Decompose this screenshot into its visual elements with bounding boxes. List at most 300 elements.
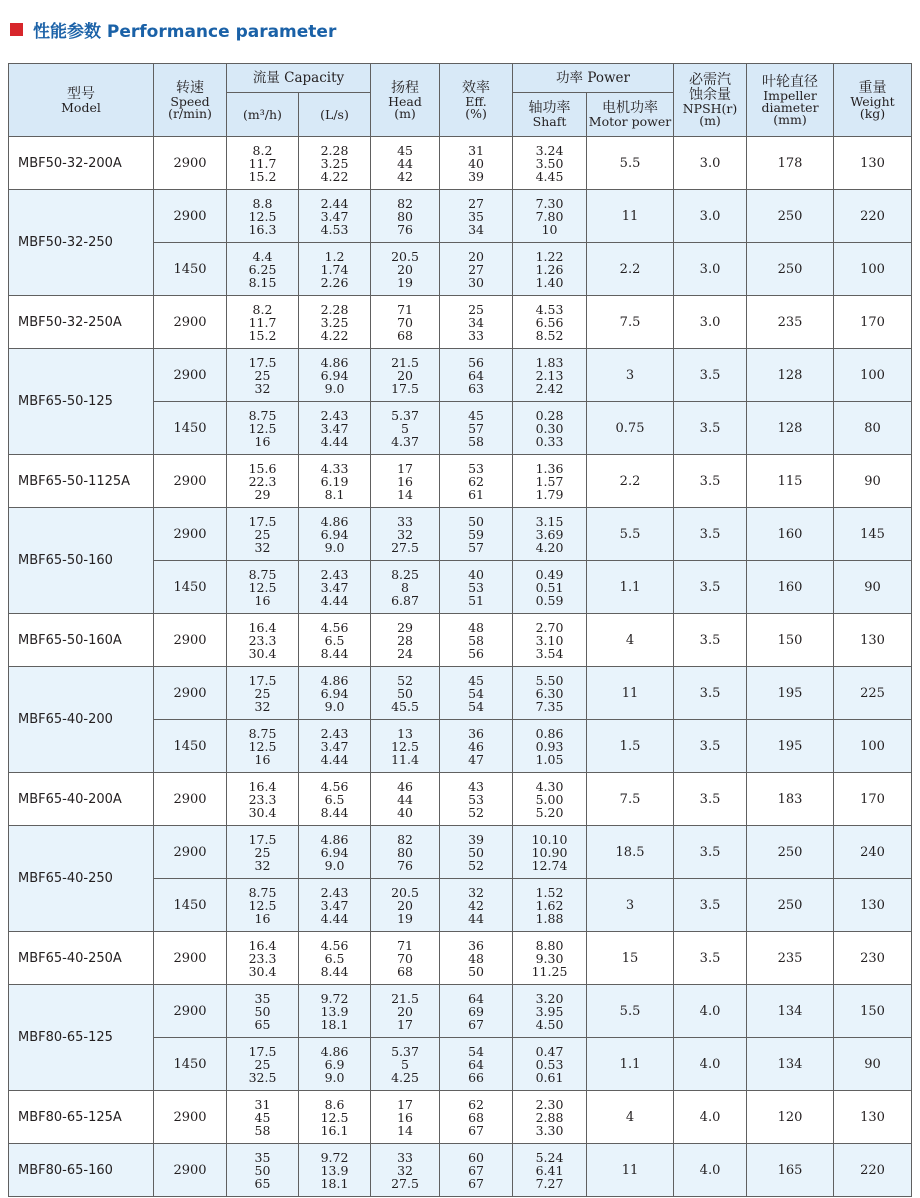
value-line: 50 (468, 514, 484, 529)
npsh-cell: 3.5 (674, 932, 747, 985)
value-line: 52 (468, 805, 484, 820)
header-capacity-ls: (L/s) (299, 93, 371, 137)
value-line: 32 (254, 699, 271, 714)
capacity-m3h-cell (227, 1038, 299, 1091)
head-cell (371, 561, 440, 614)
value-line: 1.74 (320, 262, 349, 277)
speed-cell: 2900 (154, 349, 227, 402)
value-line: 8.6 (324, 1097, 345, 1112)
npsh-cell: 3.5 (674, 773, 747, 826)
motor-power-cell: 4 (587, 614, 674, 667)
value-line: 13.9 (320, 1004, 349, 1019)
speed-cell: 2900 (154, 932, 227, 985)
efficiency-cell (440, 561, 513, 614)
npsh-cell: 3.5 (674, 614, 747, 667)
value-line: 6.19 (320, 474, 349, 489)
table-row (9, 1144, 912, 1197)
capacity-ls-cell (299, 720, 371, 773)
value-line: 4.22 (320, 169, 349, 184)
shaft-power-cell (513, 561, 587, 614)
value-line: 29 (397, 620, 413, 635)
efficiency-cell (440, 773, 513, 826)
capacity-ls-cell (299, 137, 371, 190)
value-line: 40 (468, 567, 484, 582)
value-line: 12.74 (531, 858, 568, 873)
value-line: 53 (468, 792, 484, 807)
table-row (9, 773, 912, 826)
value-line: 67 (468, 1176, 484, 1191)
header-npsh: 必需汽 蚀余量 NPSH(r) (m) (674, 64, 747, 137)
value-line: 16 (397, 474, 413, 489)
speed-cell: 1450 (154, 243, 227, 296)
value-line: 5.50 (535, 673, 564, 688)
motor-power-cell: 3 (587, 879, 674, 932)
capacity-ls-cell (299, 1091, 371, 1144)
value-line: 40 (397, 805, 413, 820)
value-line: 16.4 (248, 620, 277, 635)
value-line: 0.86 (535, 726, 564, 741)
value-line: 66 (468, 1070, 484, 1085)
value-line: 64 (468, 1057, 484, 1072)
value-line: 48 (468, 620, 484, 635)
efficiency-cell (440, 1144, 513, 1197)
value-line: 30.4 (248, 964, 277, 979)
value-line: 8 (401, 580, 409, 595)
value-line: 25 (254, 686, 271, 701)
motor-power-cell: 5.5 (587, 137, 674, 190)
head-cell (371, 296, 440, 349)
speed-cell: 1450 (154, 879, 227, 932)
motor-power-cell: 3 (587, 349, 674, 402)
capacity-ls-cell (299, 243, 371, 296)
value-line: 50 (468, 845, 484, 860)
model-cell: MBF65-50-125 (9, 349, 154, 455)
value-line: 57 (468, 421, 484, 436)
value-line: 9.30 (535, 951, 564, 966)
speed-cell: 1450 (154, 561, 227, 614)
motor-power-cell: 7.5 (587, 296, 674, 349)
value-line: 20 (397, 1004, 413, 1019)
value-line: 82 (397, 832, 413, 847)
value-line: 20 (468, 249, 484, 264)
value-line: 45.5 (391, 699, 419, 714)
value-line: 7.80 (535, 209, 564, 224)
motor-power-cell: 1.1 (587, 561, 674, 614)
model-cell: MBF80-65-125A (9, 1091, 154, 1144)
value-line: 32 (254, 540, 271, 555)
npsh-cell: 4.0 (674, 985, 747, 1038)
npsh-cell: 3.0 (674, 243, 747, 296)
shaft-power-cell (513, 826, 587, 879)
value-line: 16.4 (248, 779, 277, 794)
capacity-ls-cell (299, 349, 371, 402)
value-line: 17 (397, 1097, 413, 1112)
value-line: 2.70 (535, 620, 564, 635)
value-line: 76 (397, 222, 413, 237)
npsh-cell: 3.5 (674, 879, 747, 932)
value-line: 25 (254, 527, 271, 542)
motor-power-cell: 4 (587, 1091, 674, 1144)
speed-cell: 2900 (154, 1091, 227, 1144)
value-line: 2.43 (320, 408, 349, 423)
capacity-m3h-cell (227, 402, 299, 455)
head-cell (371, 508, 440, 561)
shaft-power-cell (513, 1144, 587, 1197)
motor-power-cell: 1.5 (587, 720, 674, 773)
value-line: 56 (468, 355, 484, 370)
table-row (9, 349, 912, 402)
value-line: 45 (254, 1110, 271, 1125)
shaft-power-cell (513, 773, 587, 826)
header-speed: 转速 Speed (r/min) (154, 64, 227, 137)
impeller-cell: 128 (747, 349, 834, 402)
value-line: 70 (397, 951, 413, 966)
value-line: 45 (468, 673, 484, 688)
value-line: 64 (468, 368, 484, 383)
value-line: 0.61 (535, 1070, 564, 1085)
header-efficiency: 效率 Eff. (%) (440, 64, 513, 137)
capacity-m3h-cell (227, 932, 299, 985)
value-line: 4.30 (535, 779, 564, 794)
capacity-m3h-cell (227, 773, 299, 826)
value-line: 11.4 (391, 752, 419, 767)
capacity-m3h-cell (227, 879, 299, 932)
head-cell (371, 1091, 440, 1144)
value-line: 65 (254, 1017, 271, 1032)
value-line: 8.1 (324, 487, 345, 502)
head-cell (371, 985, 440, 1038)
efficiency-cell (440, 349, 513, 402)
npsh-cell: 3.5 (674, 455, 747, 508)
value-line: 3.15 (535, 514, 564, 529)
efficiency-cell (440, 826, 513, 879)
value-line: 3.20 (535, 991, 564, 1006)
value-line: 8.15 (248, 275, 277, 290)
capacity-m3h-cell (227, 614, 299, 667)
value-line: 29 (254, 487, 271, 502)
npsh-cell: 3.5 (674, 508, 747, 561)
header-capacity-m3h: (m³/h) (227, 93, 299, 137)
speed-cell: 2900 (154, 773, 227, 826)
value-line: 23.3 (248, 792, 277, 807)
value-line: 6.25 (248, 262, 277, 277)
value-line: 20 (397, 898, 413, 913)
value-line: 9.0 (324, 540, 345, 555)
value-line: 70 (397, 315, 413, 330)
value-line: 19 (397, 911, 413, 926)
value-line: 3.10 (535, 633, 564, 648)
value-line: 51 (468, 593, 484, 608)
weight-cell: 220 (834, 1144, 912, 1197)
efficiency-cell (440, 455, 513, 508)
value-line: 1.83 (535, 355, 564, 370)
value-line: 67 (468, 1163, 484, 1178)
value-line: 11.7 (248, 156, 277, 171)
table-row (9, 296, 912, 349)
value-line: 30 (468, 275, 484, 290)
value-line: 8.75 (248, 885, 277, 900)
value-line: 2.13 (535, 368, 564, 383)
weight-cell: 170 (834, 773, 912, 826)
table-row (9, 826, 912, 879)
value-line: 46 (397, 779, 413, 794)
weight-cell: 90 (834, 455, 912, 508)
speed-cell: 2900 (154, 137, 227, 190)
impeller-cell: 235 (747, 296, 834, 349)
npsh-cell: 4.0 (674, 1144, 747, 1197)
value-line: 82 (397, 196, 413, 211)
value-line: 12.5 (248, 898, 277, 913)
value-line: 21.5 (391, 991, 419, 1006)
value-line: 4.33 (320, 461, 349, 476)
value-line: 2.88 (535, 1110, 564, 1125)
value-line: 8.2 (252, 302, 273, 317)
weight-cell: 90 (834, 1038, 912, 1091)
value-line: 6.94 (320, 686, 349, 701)
value-line: 42 (397, 169, 413, 184)
weight-cell: 225 (834, 667, 912, 720)
value-line: 35 (254, 1150, 271, 1165)
weight-cell: 130 (834, 614, 912, 667)
performance-table (8, 63, 912, 1197)
value-line: 80 (397, 209, 413, 224)
value-line: 34 (468, 222, 484, 237)
npsh-cell: 3.5 (674, 720, 747, 773)
value-line: 9.0 (324, 699, 345, 714)
value-line: 16.4 (248, 938, 277, 953)
efficiency-cell (440, 402, 513, 455)
value-line: 12.5 (391, 739, 419, 754)
value-line: 27.5 (391, 1176, 419, 1191)
value-line: 4.44 (320, 911, 349, 926)
value-line: 14 (397, 487, 413, 502)
value-line: 8.8 (252, 196, 273, 211)
section-heading (10, 18, 336, 40)
value-line: 8.44 (320, 964, 349, 979)
value-line: 69 (468, 1004, 484, 1019)
impeller-cell: 128 (747, 402, 834, 455)
capacity-m3h-cell (227, 985, 299, 1038)
value-line: 8.44 (320, 646, 349, 661)
weight-cell: 220 (834, 190, 912, 243)
value-line: 9.72 (320, 991, 349, 1006)
value-line: 61 (468, 487, 484, 502)
motor-power-cell: 15 (587, 932, 674, 985)
npsh-cell: 3.5 (674, 667, 747, 720)
value-line: 4.44 (320, 752, 349, 767)
value-line: 3.30 (535, 1123, 564, 1138)
value-line: 2.28 (320, 143, 349, 158)
model-cell: MBF65-50-1125A (9, 455, 154, 508)
value-line: 16.3 (248, 222, 277, 237)
npsh-cell: 3.5 (674, 561, 747, 614)
value-line: 6.5 (324, 633, 345, 648)
npsh-cell: 3.5 (674, 402, 747, 455)
value-line: 48 (468, 951, 484, 966)
value-line: 11.25 (531, 964, 568, 979)
value-line: 25 (254, 845, 271, 860)
value-line: 0.93 (535, 739, 564, 754)
value-line: 16 (397, 1110, 413, 1125)
value-line: 3.24 (535, 143, 564, 158)
weight-cell: 130 (834, 137, 912, 190)
value-line: 3.25 (320, 315, 349, 330)
value-line: 3.69 (535, 527, 564, 542)
value-line: 1.05 (535, 752, 564, 767)
value-line: 14 (397, 1123, 413, 1138)
model-cell: MBF65-50-160A (9, 614, 154, 667)
value-line: 1.88 (535, 911, 564, 926)
value-line: 50 (254, 1163, 271, 1178)
impeller-cell: 195 (747, 720, 834, 773)
value-line: 3.54 (535, 646, 564, 661)
value-line: 35 (468, 209, 484, 224)
value-line: 16 (254, 911, 271, 926)
npsh-cell: 3.0 (674, 137, 747, 190)
model-cell: MBF65-40-200A (9, 773, 154, 826)
value-line: 4.22 (320, 328, 349, 343)
value-line: 27.5 (391, 540, 419, 555)
value-line: 16 (254, 593, 271, 608)
value-line: 36 (468, 938, 484, 953)
head-cell (371, 137, 440, 190)
speed-cell: 1450 (154, 402, 227, 455)
value-line: 2.28 (320, 302, 349, 317)
value-line: 71 (397, 302, 413, 317)
value-line: 17.5 (248, 1044, 277, 1059)
head-cell (371, 243, 440, 296)
value-line: 32 (397, 527, 413, 542)
efficiency-cell (440, 296, 513, 349)
value-line: 23.3 (248, 951, 277, 966)
value-line: 8.75 (248, 726, 277, 741)
impeller-cell: 250 (747, 826, 834, 879)
impeller-cell: 115 (747, 455, 834, 508)
value-line: 60 (468, 1150, 484, 1165)
table-row (9, 985, 912, 1038)
value-line: 32.5 (248, 1070, 277, 1085)
value-line: 1.40 (535, 275, 564, 290)
value-line: 39 (468, 832, 484, 847)
efficiency-cell (440, 932, 513, 985)
value-line: 31 (254, 1097, 271, 1112)
impeller-cell: 165 (747, 1144, 834, 1197)
head-cell (371, 614, 440, 667)
value-line: 21.5 (391, 355, 419, 370)
speed-cell: 2900 (154, 614, 227, 667)
value-line: 12.5 (248, 739, 277, 754)
value-line: 22.3 (248, 474, 277, 489)
weight-cell: 170 (834, 296, 912, 349)
value-line: 6.30 (535, 686, 564, 701)
value-line: 58 (254, 1123, 271, 1138)
impeller-cell: 134 (747, 985, 834, 1038)
motor-power-cell: 18.5 (587, 826, 674, 879)
impeller-cell: 120 (747, 1091, 834, 1144)
value-line: 3.47 (320, 898, 349, 913)
shaft-power-cell (513, 349, 587, 402)
model-cell: MBF50-32-200A (9, 137, 154, 190)
value-line: 1.57 (535, 474, 564, 489)
shaft-power-cell (513, 190, 587, 243)
value-line: 6.94 (320, 845, 349, 860)
value-line: 1.36 (535, 461, 564, 476)
model-cell: MBF65-40-250A (9, 932, 154, 985)
capacity-ls-cell (299, 508, 371, 561)
shaft-power-cell (513, 720, 587, 773)
motor-power-cell: 2.2 (587, 455, 674, 508)
value-line: 4.44 (320, 434, 349, 449)
value-line: 25 (254, 368, 271, 383)
value-line: 4.56 (320, 620, 349, 635)
value-line: 4.37 (391, 434, 419, 449)
npsh-cell: 4.0 (674, 1091, 747, 1144)
value-line: 52 (468, 858, 484, 873)
value-line: 18.1 (320, 1017, 349, 1032)
value-line: 8.80 (535, 938, 564, 953)
value-line: 12.5 (248, 421, 277, 436)
shaft-power-cell (513, 508, 587, 561)
capacity-ls-cell (299, 614, 371, 667)
motor-power-cell: 7.5 (587, 773, 674, 826)
efficiency-cell (440, 985, 513, 1038)
value-line: 17.5 (391, 381, 419, 396)
value-line: 10 (541, 222, 558, 237)
value-line: 13 (397, 726, 413, 741)
capacity-ls-cell (299, 826, 371, 879)
value-line: 3.50 (535, 156, 564, 171)
table-body (9, 137, 912, 1197)
weight-cell: 100 (834, 720, 912, 773)
value-line: 12.5 (248, 209, 277, 224)
header-power: 功率 Power (513, 64, 674, 93)
value-line: 65 (254, 1176, 271, 1191)
capacity-m3h-cell (227, 349, 299, 402)
shaft-power-cell (513, 985, 587, 1038)
capacity-ls-cell (299, 667, 371, 720)
value-line: 4.86 (320, 355, 349, 370)
value-line: 17.5 (248, 355, 277, 370)
head-cell (371, 773, 440, 826)
npsh-cell: 3.5 (674, 349, 747, 402)
value-line: 32 (397, 1163, 413, 1178)
head-cell (371, 879, 440, 932)
efficiency-cell (440, 667, 513, 720)
motor-power-cell: 5.5 (587, 508, 674, 561)
efficiency-cell (440, 508, 513, 561)
head-cell (371, 932, 440, 985)
value-line: 32 (468, 885, 484, 900)
table-row (9, 614, 912, 667)
speed-cell: 2900 (154, 296, 227, 349)
motor-power-cell: 11 (587, 1144, 674, 1197)
value-line: 53 (468, 461, 484, 476)
weight-cell: 145 (834, 508, 912, 561)
value-line: 58 (468, 434, 484, 449)
value-line: 64 (468, 991, 484, 1006)
value-line: 35 (254, 991, 271, 1006)
value-line: 8.75 (248, 567, 277, 582)
value-line: 2.26 (320, 275, 349, 290)
header-motor-power: 电机功率 Motor power (587, 93, 674, 137)
capacity-m3h-cell (227, 508, 299, 561)
value-line: 27 (468, 262, 484, 277)
head-cell (371, 455, 440, 508)
value-line: 0.33 (535, 434, 564, 449)
impeller-cell: 160 (747, 561, 834, 614)
value-line: 5 (401, 1057, 409, 1072)
impeller-cell: 150 (747, 614, 834, 667)
